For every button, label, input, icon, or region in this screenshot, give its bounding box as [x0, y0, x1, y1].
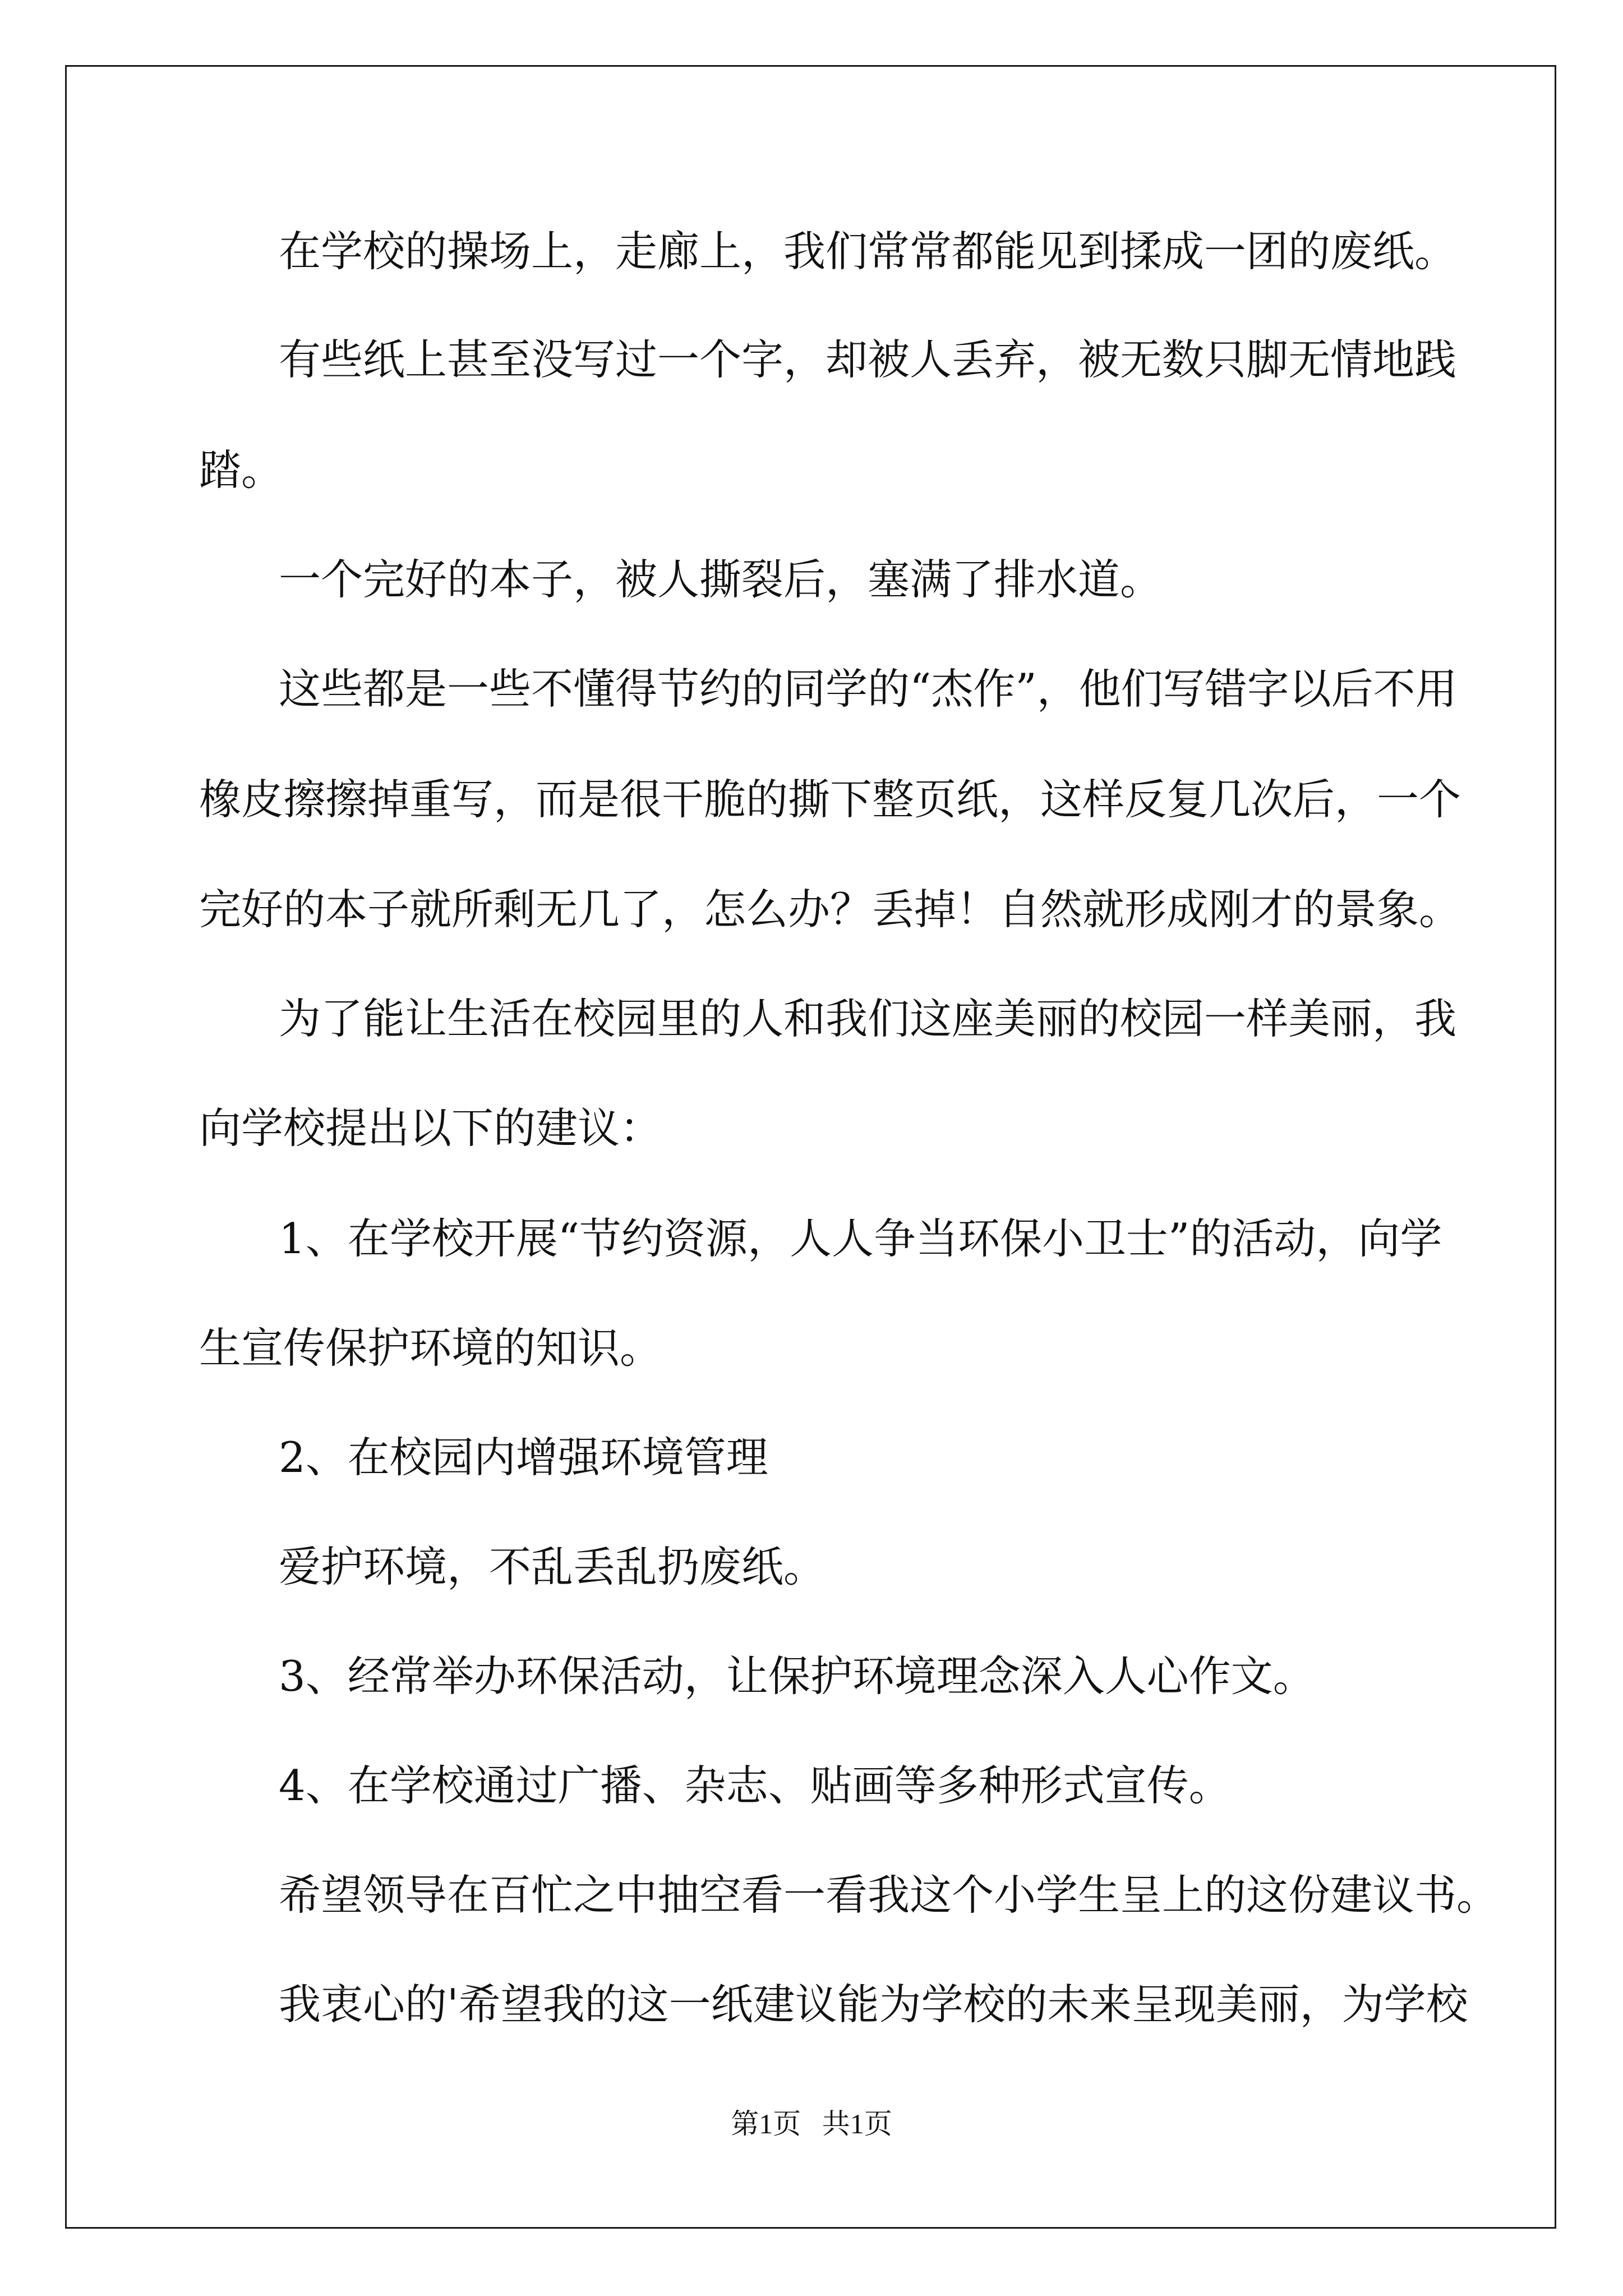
paragraph-line-1: 在学校的操场上，走廊上，我们常常都能见到揉成一团的废纸。 — [279, 227, 1457, 276]
paragraph-line-8: 为了能让生活在校园里的人和我们这座美丽的校园一样美丽，我 — [279, 994, 1457, 1043]
page-footer — [0, 2107, 1623, 2141]
paragraph-line-3: 踏。 — [199, 445, 284, 495]
paragraph-line-10: 1、在学校开展“节约资源，人人争当环保小卫士”的活动，向学 — [279, 1214, 1442, 1263]
paragraph-line-14: 3、经常举办环保活动，让保护环境理念深入人心作文。 — [279, 1651, 1315, 1701]
paragraph-line-5: 这些都是一些不懂得节约的同学的“杰作”，他们写错字以后不用 — [279, 664, 1458, 714]
paragraph-line-2: 有些纸上甚至没写过一个字，却被人丢弃，被无数只脚无情地践 — [279, 335, 1457, 384]
paragraph-line-17: 我衷心的'希望我的这一纸建议能为学校的未来呈现美丽，为学校 — [279, 1980, 1468, 2029]
paragraph-line-11: 生宣传保护环境的知识。 — [199, 1323, 662, 1373]
paragraph-line-6: 橡皮擦擦掉重写，而是很干脆的撕下整页纸，这样反复几次后，一个 — [199, 775, 1461, 824]
page-number: 第1页 — [731, 2108, 801, 2139]
paragraph-line-4: 一个完好的本子，被人撕裂后，塞满了排水道。 — [279, 555, 1163, 604]
paragraph-line-9: 向学校提出以下的建议： — [199, 1103, 662, 1153]
paragraph-line-15: 4、在学校通过广播、杂志、贴画等多种形式宣传。 — [279, 1761, 1231, 1810]
paragraph-line-7: 完好的本子就所剩无几了，怎么办？丢掉！自然就形成刚才的景象。 — [199, 885, 1461, 934]
paragraph-line-12: 2、在校园内增强环境管理 — [279, 1433, 768, 1482]
paragraph-line-16: 希望领导在百忙之中抽空看一看我这个小学生呈上的这份建议书。 — [279, 1870, 1499, 1920]
page-total: 共1页 — [822, 2108, 892, 2139]
paragraph-line-13: 爱护环境，不乱丢乱扔废纸。 — [279, 1542, 826, 1591]
